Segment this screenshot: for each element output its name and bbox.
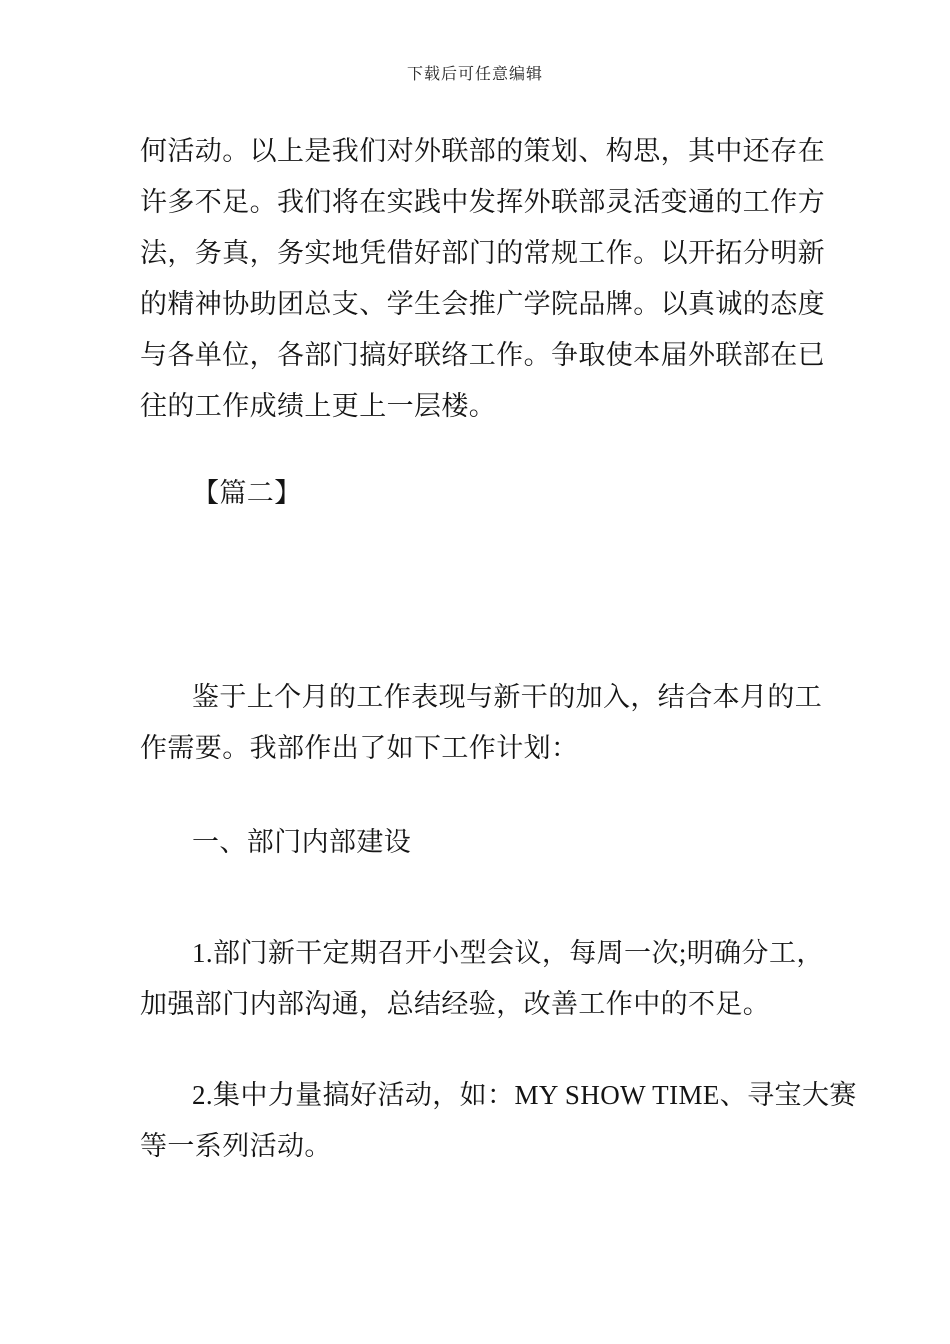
document-line: 何活动。以上是我们对外联部的策划、构思，其中还存在 [140, 136, 825, 166]
list-item-1 [140, 928, 835, 1030]
section-heading [140, 817, 835, 868]
document-line: 许多不足。我们将在实践中发挥外联部灵活变通的工作方 [140, 187, 825, 217]
document-line: 加强部门内部沟通，总结经验，改善工作中的不足。 [140, 989, 771, 1019]
document-line: 作需要。我部作出了如下工作计划： [140, 733, 579, 763]
section-marker-text: 【篇二】 [192, 478, 302, 508]
document-line: 等一系列活动。 [140, 1131, 332, 1161]
document-line: 往的工作成绩上更上一层楼。 [140, 391, 497, 421]
document-line: 法，务真，务实地凭借好部门的常规工作。以开拓分明新 [140, 238, 825, 268]
paragraph-intro [140, 672, 835, 774]
section-marker [140, 468, 835, 519]
section-heading-text: 一、部门内部建设 [192, 827, 412, 857]
document-line: 的精神协助团总支、学生会推广学院品牌。以真诚的态度 [140, 289, 825, 319]
document-line: 鉴于上个月的工作表现与新干的加入，结合本月的工 [192, 682, 823, 712]
list-item-2 [140, 1070, 857, 1172]
document-line: 1.部门新干定期召开小型会议，每周一次;明确分工， [192, 938, 824, 968]
page-header-note: 下载后可任意编辑 [406, 66, 543, 83]
document-line: 与各单位，各部门搞好联络工作。争取使本届外联部在已 [140, 340, 825, 370]
paragraph-continuation [140, 126, 835, 432]
document-line: 2.集中力量搞好活动，如：MY SHOW TIME、寻宝大赛 [192, 1080, 857, 1110]
